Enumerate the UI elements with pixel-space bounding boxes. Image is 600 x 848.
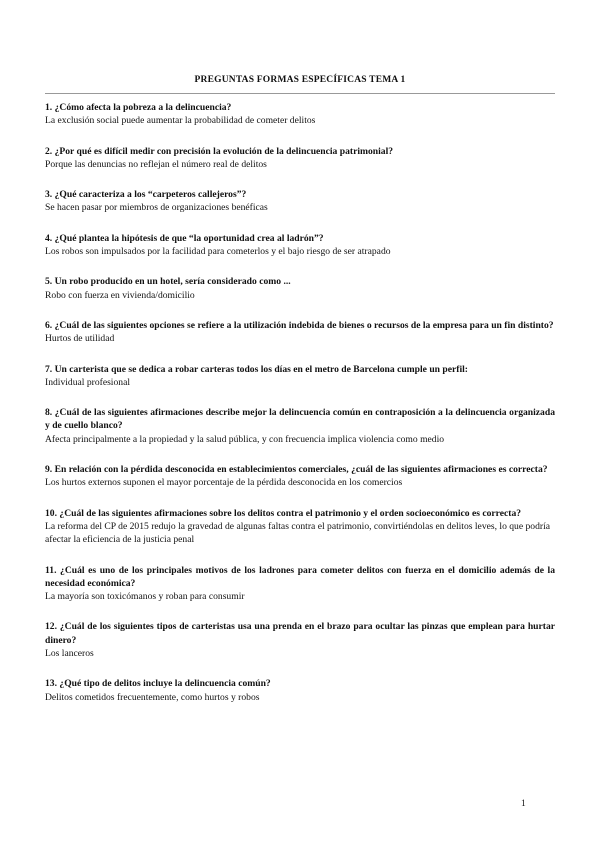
answer-text: Porque las denuncias no reflejan el número real de delitos (45, 158, 267, 170)
answer-text: Los lanceros (45, 648, 94, 660)
answer-text: Los hurtos externos suponen el mayor porcentaje de la pérdida desconocida en los comercios (45, 477, 403, 489)
question-text: 8. ¿Cuál de las siguientes afirmaciones describe mejor la delincuencia común en contraposición a la delincuencia organizada y de cuello blanco? (45, 407, 555, 432)
answer-text: La reforma del CP de 2015 redujo la gravedad de algunas faltas contra el patrimonio, convirtiéndolas en delitos leves, lo que podría afectar la eficiencia de la justicia penal (45, 520, 551, 546)
question-item (45, 564, 555, 604)
question-text: 13. ¿Qué tipo de delitos incluye la delincuencia común? (45, 678, 271, 690)
question-item (45, 363, 555, 390)
question-item (45, 275, 555, 302)
question-item (45, 319, 555, 346)
answer-text: Robo con fuerza en vivienda/domicilio (45, 289, 195, 301)
question-item (45, 101, 555, 128)
answer-text: Individual profesional (45, 376, 130, 388)
question-item (45, 406, 555, 446)
question-item (45, 620, 555, 660)
question-text: 9. En relación con la pérdida desconocida en establecimientos comerciales, ¿cuál de las siguientes afirmaciones es correcta? (45, 464, 548, 476)
question-text: 1. ¿Cómo afecta la pobreza a la delincuencia? (45, 102, 232, 113)
question-item (45, 463, 555, 490)
answer-text: La mayoría son toxicómanos y roban para consumir (45, 591, 245, 603)
question-text: 10. ¿Cuál de las siguientes afirmaciones sobre los delitos contra el patrimonio y el orden socioeconómico es correcta? (45, 507, 522, 519)
question-text: 12. ¿Cuál de los siguientes tipos de carteristas usa una prenda en el brazo para ocultar las pinzas que emplean para hurtar dinero? (45, 621, 555, 646)
answer-text: Afecta principalmente a la propiedad y la salud pública, y con frecuencia implica violencia como medio (45, 433, 445, 445)
question-text: 11. ¿Cuál es uno de los principales motivos de los ladrones para cometer delitos con fuerza en el domicilio además de la necesidad económica? (45, 564, 555, 589)
answer-text: Hurtos de utilidad (45, 333, 115, 345)
question-text: 5. Un robo producido en un hotel, sería considerado como ... (45, 276, 291, 288)
title-divider (45, 93, 555, 94)
question-text: 7. Un carterista que se dedica a robar carteras todos los días en el metro de Barcelona cumple un perfil: (45, 363, 468, 375)
answer-text: Se hacen pasar por miembros de organizaciones benéficas (45, 202, 268, 214)
page-number: 1 (521, 799, 526, 809)
question-item (45, 677, 555, 704)
question-item (45, 188, 555, 215)
question-list (45, 101, 555, 721)
answer-text: Los robos son impulsados por la facilidad para cometerlos y el bajo riesgo de ser atrapado (45, 246, 391, 258)
question-text: 3. ¿Qué caracteriza a los “carpeteros callejeros”? (45, 189, 247, 201)
question-item (45, 145, 555, 172)
answer-text: La exclusión social puede aumentar la probabilidad de cometer delitos (45, 115, 316, 127)
question-text: 6. ¿Cuál de las siguientes opciones se refiere a la utilización indebida de bienes o recursos de la empresa para un fin distinto? (45, 319, 554, 331)
answer-text: Delitos cometidos frecuentemente, como hurtos y robos (45, 691, 260, 703)
document-title: PREGUNTAS FORMAS ESPECÍFICAS TEMA 1 (194, 75, 406, 85)
question-item (45, 232, 555, 259)
question-item (45, 507, 555, 547)
question-text: 2. ¿Por qué es difícil medir con precisión la evolución de la delincuencia patrimonial? (45, 145, 394, 157)
question-text: 4. ¿Qué plantea la hipótesis de que “la oportunidad crea al ladrón”? (45, 232, 324, 244)
